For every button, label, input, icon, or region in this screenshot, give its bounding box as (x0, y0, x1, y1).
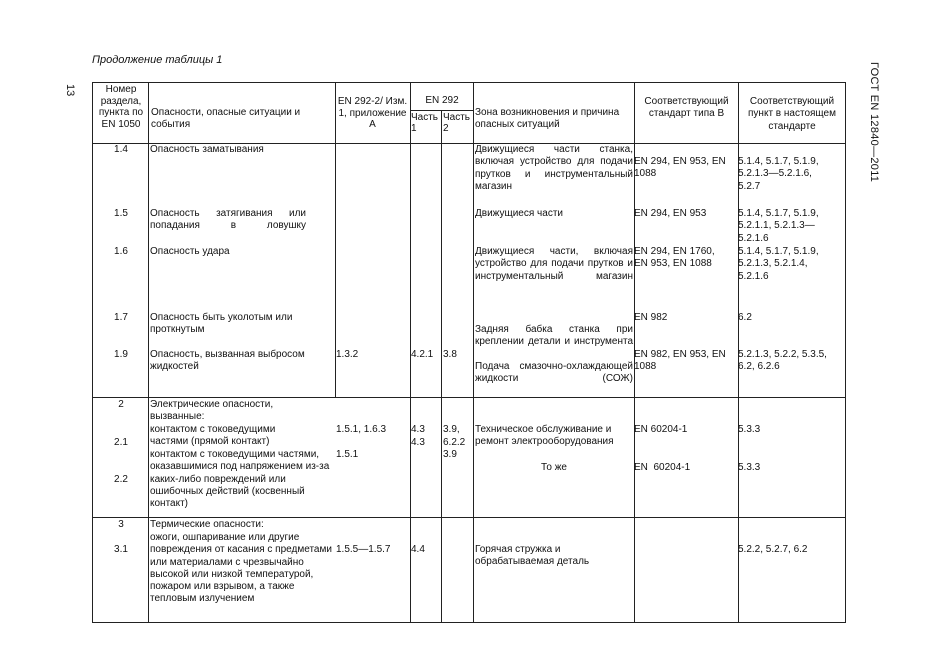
row-2-2-hazard: контактом с токоведущими частями, оказавшимися под напряжением из-за каких-либо повреждений или ошибочных действий (косвенный контакт) (150, 449, 330, 510)
row-2-1-clause: 5.3.3 (738, 424, 761, 435)
row-1-4-zone: Движущиеся части станка, включая устройство для подачи прутков и инструментальный магазин (475, 144, 633, 192)
row-2-1-part1: 4.3 (411, 424, 425, 435)
row-1-9-hazard: Опасность, вызванная выбросом жидкостей (150, 349, 305, 373)
header-hazards: Опасности, опасные ситуации и события (151, 107, 301, 131)
row-1-5-hazard: Опасность затягивания или попадания в ловушку (150, 208, 306, 232)
row-1-6-type-b: EN 294, EN 1760, EN 953, EN 1088 (634, 246, 715, 270)
row-2-1-type-b: EN 60204-1 (634, 424, 688, 435)
row-2-2-part2-a: 6.2.2 (443, 437, 466, 448)
row-3-1-no: 3.1 (114, 544, 128, 555)
row-3-1-hazard: ожоги, ошпаривание или другие повреждения от касания с предметами или материалами с чрезвычайно высокой или низкой температурой, пожаром или взрывом, а также тепловым излучением (150, 532, 332, 605)
row-1-7-type-b: EN 982 (634, 312, 668, 323)
header-en292: EN 292 (425, 95, 459, 106)
row-1-6-zone: Движущиеся части, включая устройство для подачи прутков и инструментальный магазин (475, 246, 633, 282)
row-2-2-clause: 5.3.3 (738, 462, 761, 473)
row-3-1-clause: 5.2.2, 5.2.7, 6.2 (738, 544, 808, 555)
row-3-1-part1: 4.4 (411, 544, 425, 555)
row-1-5-no: 1.5 (114, 208, 128, 219)
column-divider (148, 83, 149, 622)
row-2-no: 2 (118, 399, 124, 410)
row-3-1-en292-2: 1.5.5—1.5.7 (336, 544, 391, 555)
row-1-5-clause: 5.1.4, 5.1.7, 5.1.9, 5.2.1.1, 5.2.1.3—5.2.1.6 (738, 208, 819, 244)
row-1-5-type-b: EN 294, EN 953 (634, 208, 707, 219)
row-1-9-part2: 3.8 (443, 349, 457, 360)
row-2-2-zone: То же (541, 462, 567, 473)
header-clause: Соответствующий пункт в настоящем стандарте (748, 96, 836, 132)
row-2-1-hazard: контактом с токоведущими частями (прямой контакт) (150, 424, 276, 448)
row-3-1-zone: Горячая стружка и обрабатываемая деталь (475, 544, 590, 568)
row-1-9-part1: 4.2.1 (411, 349, 434, 360)
row-2-1-en292-2: 1.5.1, 1.6.3 (336, 424, 387, 435)
row-1-4-hazard: Опасность заматывания (150, 144, 264, 155)
row-2-2-part1: 4.3 (411, 437, 425, 448)
table-caption: Продолжение таблицы 1 (92, 54, 223, 66)
row-2-2-no: 2.2 (114, 474, 128, 485)
hazard-table (92, 82, 846, 623)
row-3-no: 3 (118, 519, 124, 530)
page-number: 13 (64, 84, 76, 97)
row-1-4-no: 1.4 (114, 144, 128, 155)
header-section-no: Номер раздела, пункта по EN 1050 (98, 84, 144, 130)
subheader-divider (410, 110, 473, 111)
row-1-9-clause: 5.2.1.3, 5.2.2, 5.3.5, 6.2, 6.2.6 (738, 349, 827, 373)
row-1-7-zone: Задняя бабка станка при креплении детали и инструмента (475, 324, 633, 348)
row-divider (93, 517, 845, 518)
row-2-hazard: Электрические опасности, вызванные: (150, 399, 274, 423)
row-1-9-type-b: EN 982, EN 953, EN 1088 (634, 349, 726, 373)
row-1-4-type-b: EN 294, EN 953, EN 1088 (634, 156, 726, 180)
row-1-7-hazard: Опасность быть уколотым или проткнутым (150, 312, 293, 336)
header-en292-2: EN 292-2/ Изм. 1, приложение А (337, 96, 408, 130)
row-1-6-no: 1.6 (114, 246, 128, 257)
header-part1: Часть 1 (411, 112, 439, 134)
row-1-6-hazard: Опасность удара (150, 246, 230, 257)
row-1-6-clause: 5.1.4, 5.1.7, 5.1.9, 5.2.1.3, 5.2.1.4, 5.2.1.6 (738, 246, 819, 282)
row-1-5-zone: Движущиеся части (475, 208, 563, 219)
header-type-b: Соответствующий стандарт типа В (644, 96, 729, 120)
standard-code: ГОСТ EN 12840—2011 (868, 62, 880, 183)
row-1-9-en292-2: 1.3.2 (336, 349, 359, 360)
row-2-2-type-b: EN 60204-1 (634, 462, 691, 473)
row-1-9-no: 1.9 (114, 349, 128, 360)
row-1-4-clause: 5.1.4, 5.1.7, 5.1.9, 5.2.1.3—5.2.1.6, 5.2.7 (738, 156, 819, 192)
row-2-2-part2-b: 3.9 (443, 449, 457, 460)
row-1-7-clause: 6.2 (738, 312, 752, 323)
row-2-2-en292-2: 1.5.1 (336, 449, 359, 460)
row-1-7-no: 1.7 (114, 312, 128, 323)
header-zone: Зона возникновения и причина опасных ситуаций (475, 107, 620, 131)
header-part2: Часть 2 (443, 112, 471, 134)
row-2-1-no: 2.1 (114, 437, 128, 448)
row-3-hazard: Термические опасности: (150, 519, 264, 530)
row-2-1-zone: Техническое обслуживание и ремонт электрооборудования (475, 424, 614, 448)
row-1-9-zone: Подача смазочно-охлаждающей жидкости (СОЖ) (475, 361, 633, 385)
row-2-1-part2: 3.9, (443, 424, 460, 435)
row-divider (93, 397, 845, 398)
